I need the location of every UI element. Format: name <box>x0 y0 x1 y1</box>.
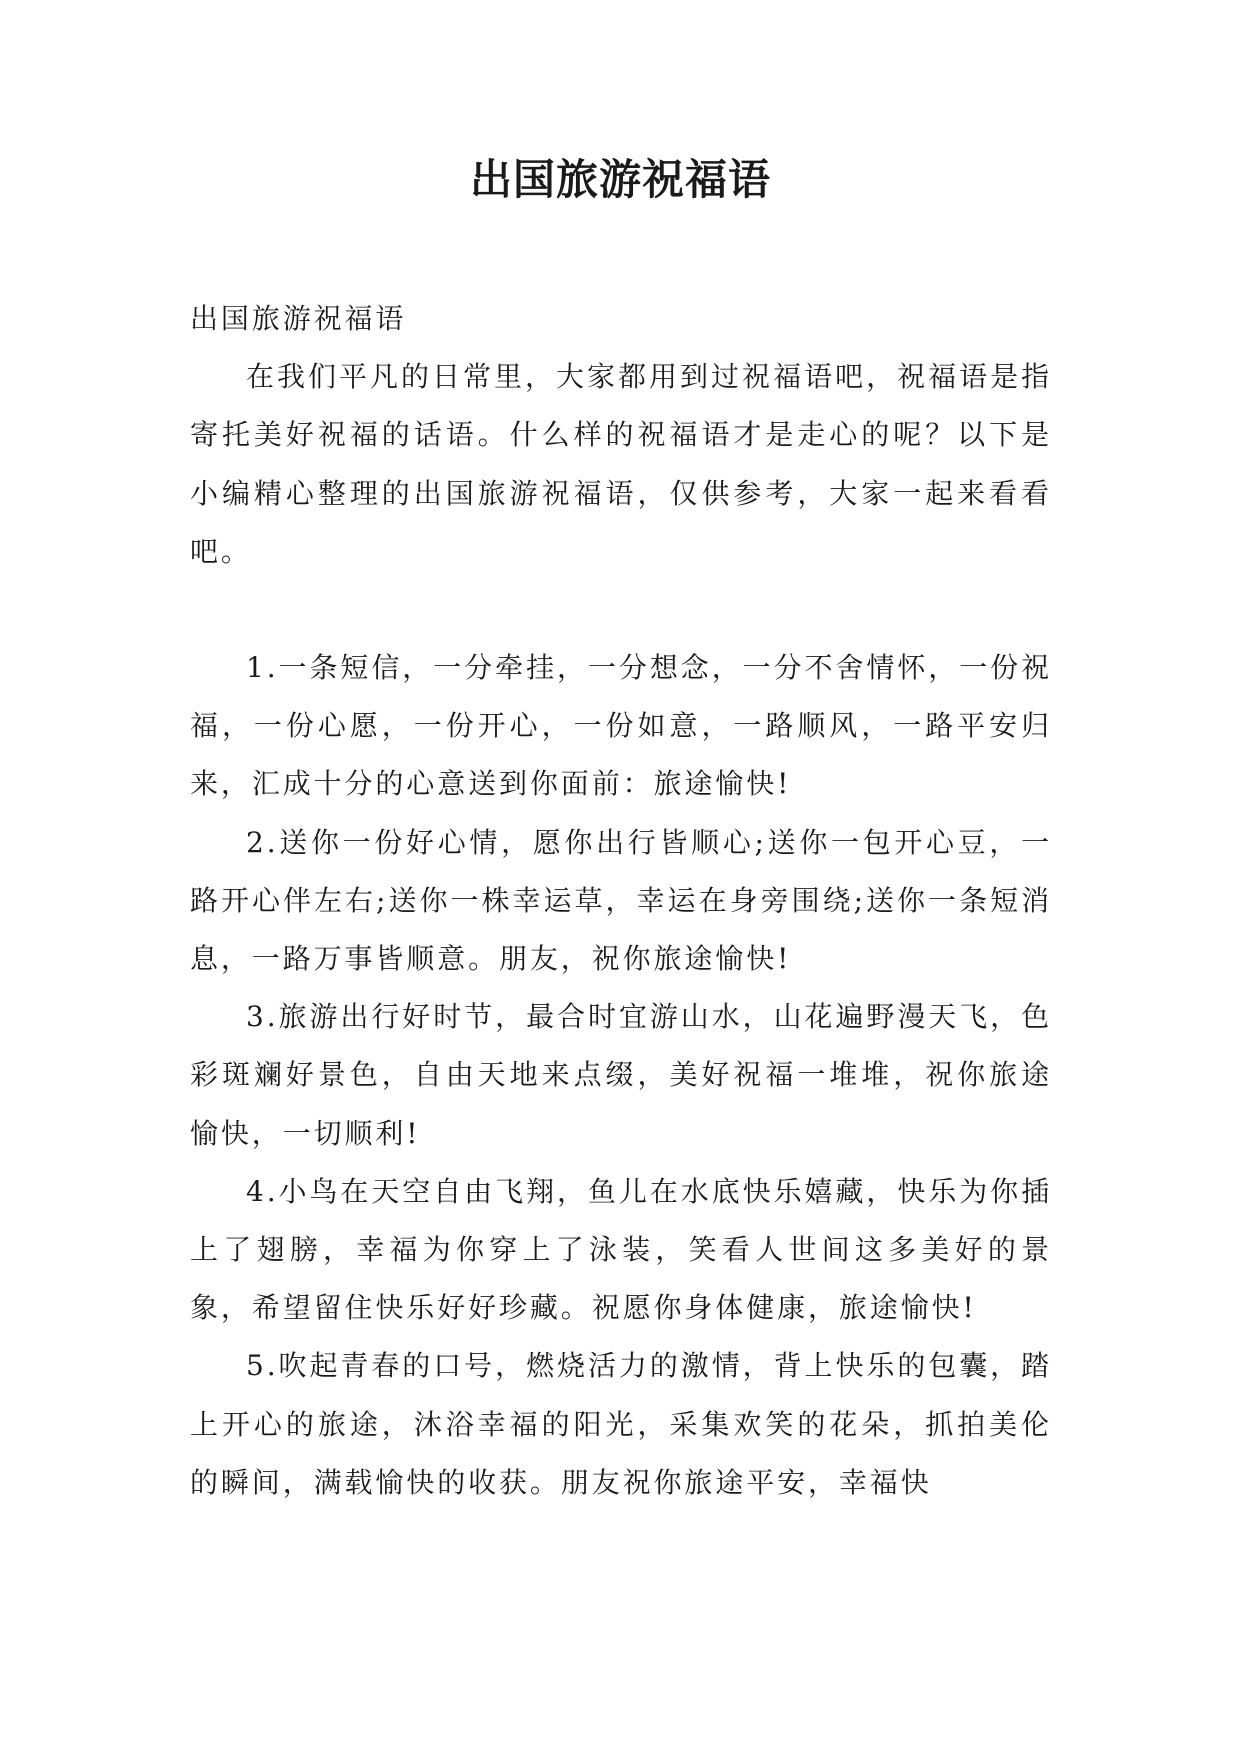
blessing-item-3: 3.旅游出行好时节，最合时宜游山水，山花遍野漫天飞，色彩斑斓好景色，自由天地来点缀，美好祝福一堆堆，祝你旅途愉快，一切顺利! <box>190 1000 1052 1150</box>
paragraph-spacer <box>190 581 1052 639</box>
document-subtitle: 出国旅游祝福语 <box>190 302 407 335</box>
blessing-item-1: 1.一条短信，一分牵挂，一分想念，一分不舍情怀，一份祝福，一份心愿，一份开心，一份如意，一路顺风，一路平安归来，汇成十分的心意送到你面前：旅途愉快! <box>190 651 1052 801</box>
document-body <box>190 290 1052 1512</box>
blessing-item-2: 2.送你一份好心情，愿你出行皆顺心;送你一包开心豆，一路开心伴左右;送你一株幸运草，幸运在身旁围绕;送你一条短消息，一路万事皆顺意。朋友，祝你旅途愉快! <box>190 825 1052 976</box>
document-title: 出国旅游祝福语 <box>469 155 771 204</box>
intro-paragraph: 在我们平凡的日常里，大家都用到过祝福语吧，祝福语是指寄托美好祝福的话语。什么样的祝福语才是走心的呢？以下是小编精心整理的出国旅游祝福语，仅供参考，大家一起来看看吧。 <box>190 360 1052 568</box>
blessing-item-4: 4.小鸟在天空自由飞翔，鱼儿在水底快乐嬉藏，快乐为你插上了翅膀，幸福为你穿上了泳装，笑看人世间这多美好的景象，希望留住快乐好好珍藏。祝愿你身体健康，旅途愉快! <box>190 1174 1052 1325</box>
blessing-item-5: 5.吹起青春的口号，燃烧活力的激情，背上快乐的包囊，踏上开心的旅途，沐浴幸福的阳光，采集欢笑的花朵，抓拍美伦的瞬间，满载愉快的收获。朋友祝你旅途平安，幸福快 <box>190 1349 1052 1499</box>
